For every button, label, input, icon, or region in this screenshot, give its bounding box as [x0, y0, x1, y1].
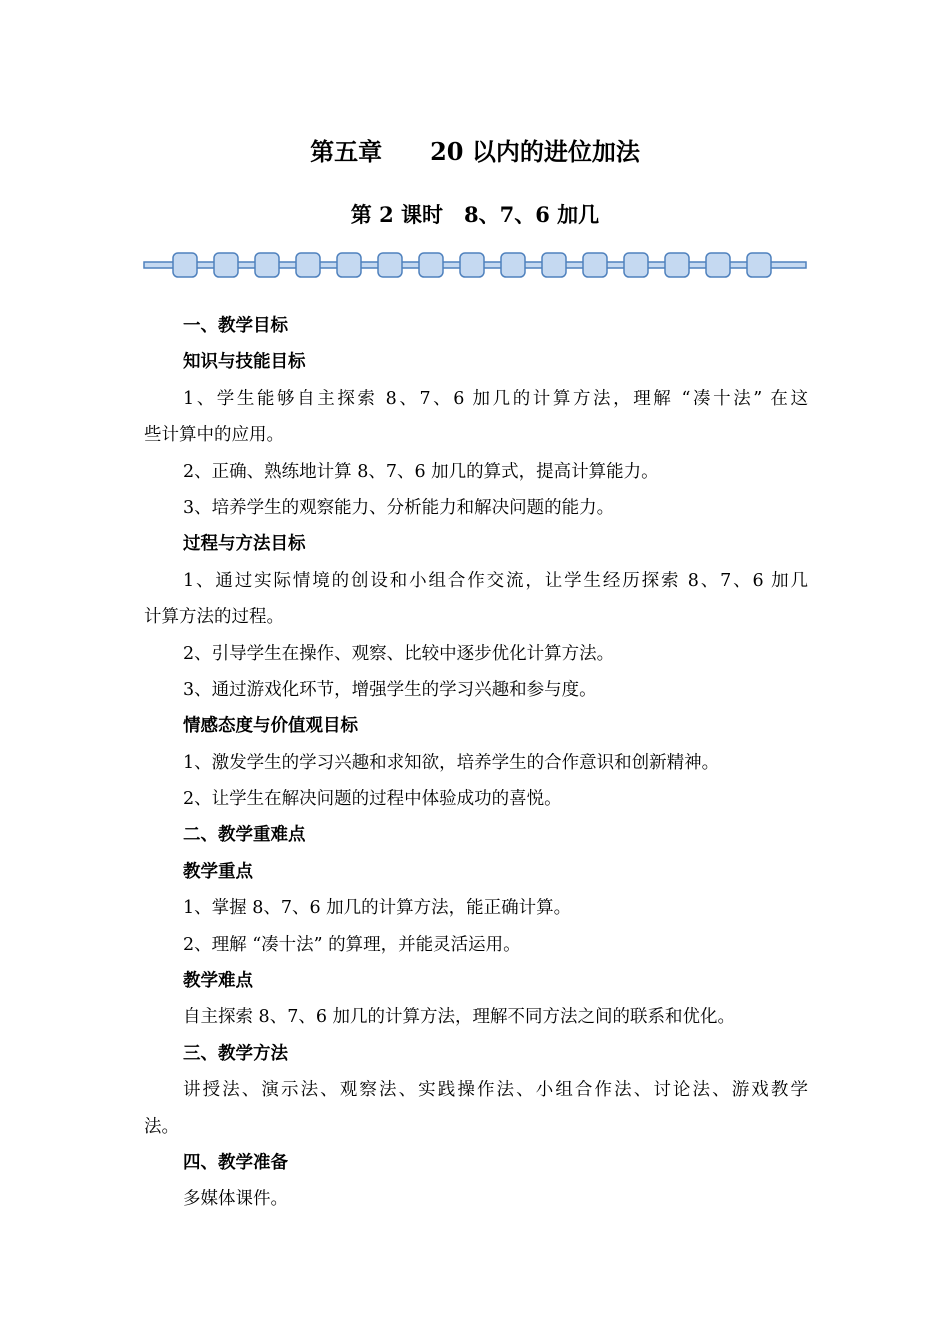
chapter-title: 第五章 20 以内的进位加法	[310, 137, 640, 166]
section-heading-key-points: 二、教学重难点	[183, 825, 306, 846]
paragraph-line: 3、通过游戏化环节，增强学生的学习兴趣和参与度。	[183, 679, 597, 700]
divider-bead	[378, 253, 402, 277]
paragraph-line: 2、让学生在解决问题的过程中体验成功的喜悦。	[183, 789, 562, 810]
divider-bead	[173, 253, 197, 277]
paragraph-line: 1、通过实际情境的创设和小组合作交流，让学生经历探索 8、7、6 加几	[183, 570, 808, 591]
divider-bead	[337, 253, 361, 277]
paragraph-line: 3、培养学生的观察能力、分析能力和解决问题的能力。	[183, 497, 615, 518]
section-heading-methods: 三、教学方法	[183, 1043, 288, 1064]
divider-bead	[542, 253, 566, 277]
divider-bead	[214, 253, 238, 277]
divider-bead	[255, 253, 279, 277]
paragraph-line: 计算方法的过程。	[144, 607, 284, 628]
lesson-title: 第 2 课时 8、7、6 加几	[350, 202, 600, 227]
divider-bead	[583, 253, 607, 277]
divider-bead	[296, 253, 320, 277]
divider-bead	[501, 253, 525, 277]
paragraph-line: 讲授法、演示法、观察法、实践操作法、小组合作法、讨论法、游戏教学	[183, 1080, 808, 1101]
subheading-attitudes-values: 情感态度与价值观目标	[183, 716, 358, 737]
divider-bead	[706, 253, 730, 277]
lesson-content	[144, 308, 808, 1218]
paragraph-line: 些计算中的应用。	[144, 425, 284, 446]
paragraph-line: 2、正确、熟练地计算 8、7、6 加几的算式，提高计算能力。	[183, 461, 659, 482]
divider-bead	[624, 253, 648, 277]
subheading-difficult-point: 教学难点	[183, 971, 253, 992]
decorative-bead-divider	[143, 250, 807, 280]
section-heading-preparation: 四、教学准备	[183, 1152, 288, 1173]
subheading-knowledge-skills: 知识与技能目标	[183, 352, 306, 373]
paragraph-line: 2、理解 “凑十法” 的算理，并能灵活运用。	[183, 934, 521, 955]
paragraph-line: 1、掌握 8、7、6 加几的计算方法，能正确计算。	[183, 898, 572, 919]
divider-bead	[460, 253, 484, 277]
subheading-process-methods: 过程与方法目标	[183, 534, 306, 555]
divider-bead	[665, 253, 689, 277]
paragraph-line: 自主探索 8、7、6 加几的计算方法，理解不同方法之间的联系和优化。	[183, 1007, 736, 1028]
section-heading-objectives: 一、教学目标	[183, 316, 288, 336]
divider-bead	[747, 253, 771, 277]
paragraph-line: 1、激发学生的学习兴趣和求知欲，培养学生的合作意识和创新精神。	[183, 752, 720, 773]
paragraph-line: 2、引导学生在操作、观察、比较中逐步优化计算方法。	[183, 643, 615, 664]
divider-bead	[419, 253, 443, 277]
paragraph-line: 法。	[144, 1116, 179, 1137]
paragraph-line: 1、学生能够自主探索 8、7、6 加几的计算方法，理解 “凑十法” 在这	[183, 388, 808, 409]
paragraph-line: 多媒体课件。	[183, 1189, 288, 1210]
subheading-key-point: 教学重点	[183, 861, 253, 882]
